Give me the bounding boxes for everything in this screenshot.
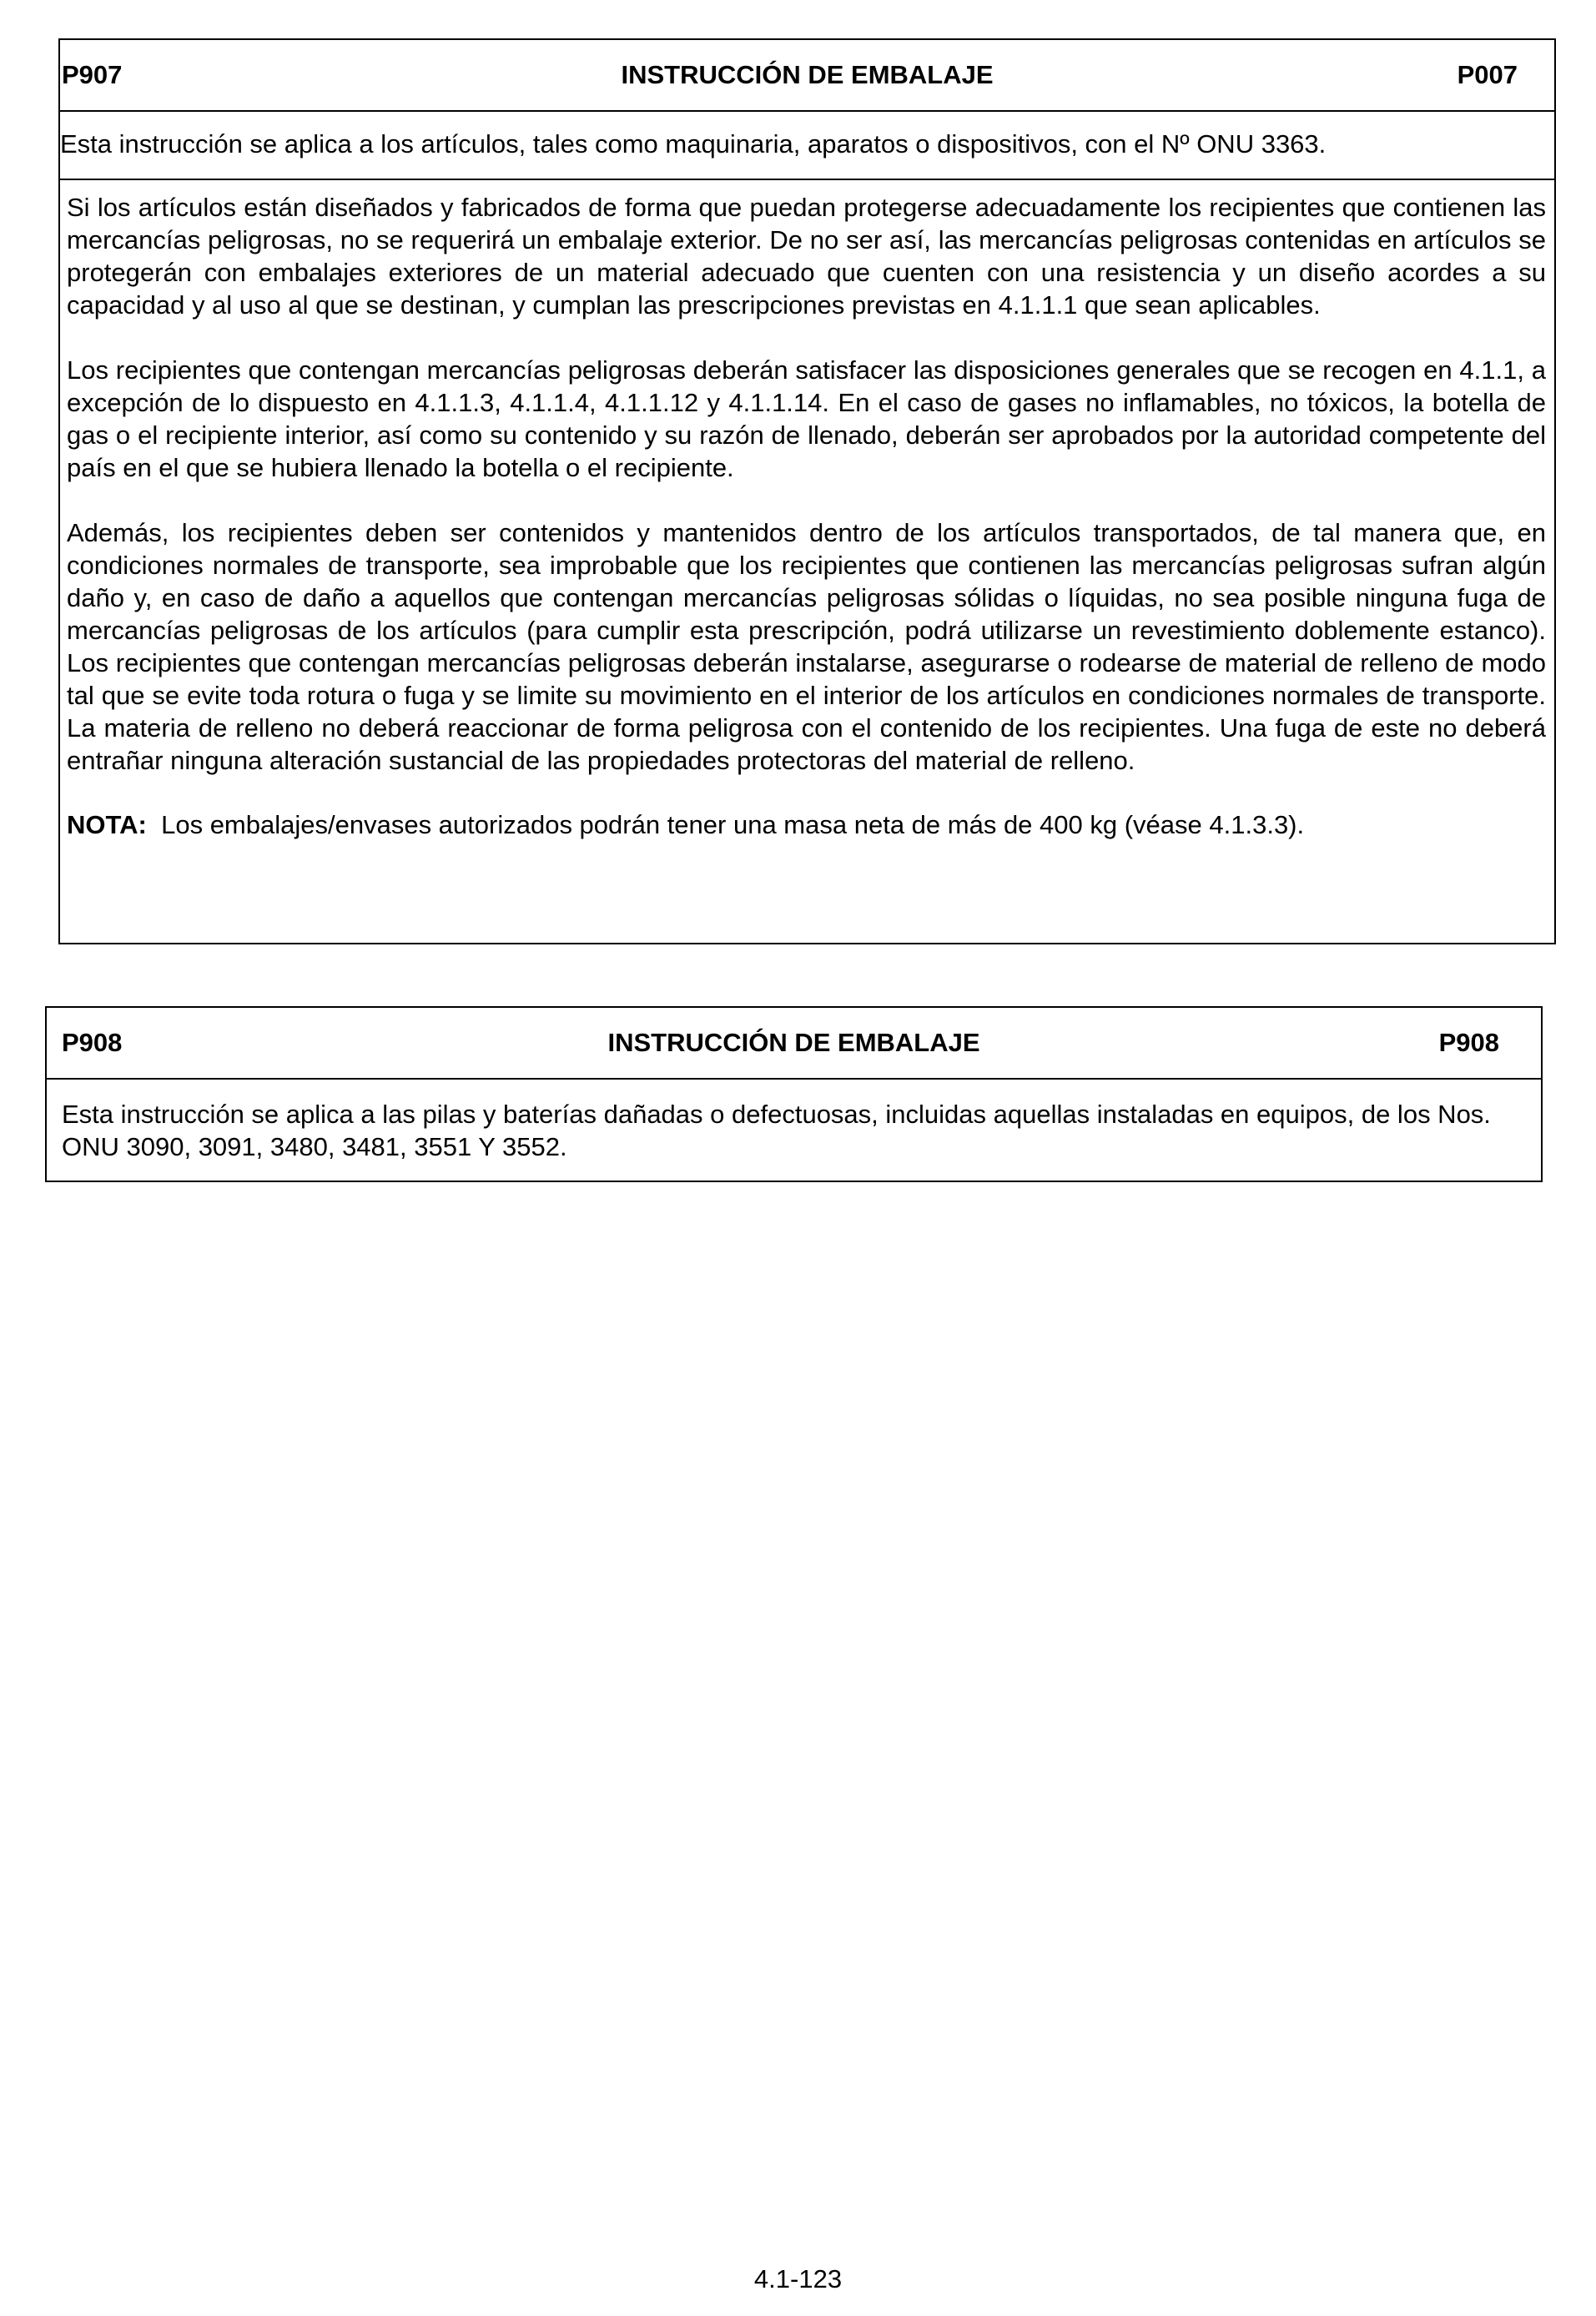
packing-instruction-p907: [58, 38, 1556, 944]
p908-header: [47, 1008, 1541, 1080]
packing-instruction-p908: [45, 1006, 1543, 1182]
p907-note-text: Los embalajes/envases autorizados podrán tener una masa neta de más de 400 kg (véase 4.1.3.3).: [161, 810, 1305, 839]
p907-body: [60, 180, 1554, 853]
p908-title: INSTRUCCIÓN DE EMBALAJE: [607, 1028, 980, 1057]
p907-code-left: P907: [62, 60, 123, 89]
p907-title: INSTRUCCIÓN DE EMBALAJE: [621, 60, 994, 89]
p908-scope: [47, 1080, 1541, 1176]
p907-paragraph-2: Los recipientes que contengan mercancías peligrosas deberán satisfacer las disposiciones generales que se recogen en 4.1.1, a excepción de lo dispuesto en 4.1.1.3, 4.1.1.4, 4.1.1.12 y 4.1.1.14. En el caso de gases no inflamables, no tóxicos, la botella de gas o el recipiente interior, así como su contenido y su razón de llenado, deberán ser aprobados por la autoridad competente del país en el que se hubiera llenado la botella o el recipiente.: [67, 355, 1546, 482]
page-number: 4.1-123: [753, 2264, 843, 2293]
p907-code-right: P007: [1457, 60, 1518, 89]
p907-header: [60, 40, 1554, 112]
p908-scope-text: Esta instrucción se aplica a las pilas y baterías dañadas o defectuosas, incluidas aquellas instaladas en equipos, de los Nos. ONU 3090, 3091, 3480, 3481, 3551 Y 3552.: [62, 1100, 1491, 1161]
p907-scope: Esta instrucción se aplica a los artículos, tales como maquinaria, aparatos o dispositivos, con el Nº ONU 3363.: [60, 112, 1554, 180]
p908-code-left: P908: [62, 1028, 123, 1057]
p907-note: [67, 808, 1546, 841]
p907-note-label: NOTA:: [67, 810, 147, 839]
p908-code-right: P908: [1438, 1028, 1499, 1057]
p907-paragraph-3: Además, los recipientes deben ser contenidos y mantenidos dentro de los artículos transportados, de tal manera que, en condiciones normales de transporte, sea improbable que los recipientes que contienen las mercancías peligrosas sufran algún daño y, en caso de daño a aquellos que contengan mercancías peligrosas sólidas o líquidas, no sea posible ninguna fuga de mercancías peligrosas de los artículos (para cumplir esta prescripción, podrá utilizarse un revestimiento doblemente estanco). Los recipientes que contengan mercancías peligrosas deberán instalarse, asegurarse o rodearse de material de relleno de modo tal que se evite toda rotura o fuga y se limite su movimiento en el interior de los artículos en condiciones normales de transporte. La materia de relleno no deberá reaccionar de forma peligrosa con el contenido de los recipientes. Una fuga de este no deberá entrañar ninguna alteración sustancial de las propiedades protectoras del material de relleno.: [67, 518, 1546, 775]
p907-paragraph-1: Si los artículos están diseñados y fabricados de forma que puedan protegerse adecuadamente los recipientes que contienen las mercancías peligrosas, no se requerirá un embalaje exterior. De no ser así, las mercancías peligrosas contenidas en artículos se protegerán con embalajes exteriores de un material adecuado que cuenten con una resistencia y un diseño acordes a su capacidad y al uso al que se destinan, y cumplan las prescripciones previstas en 4.1.1.1 que sean aplicables.: [67, 193, 1546, 320]
